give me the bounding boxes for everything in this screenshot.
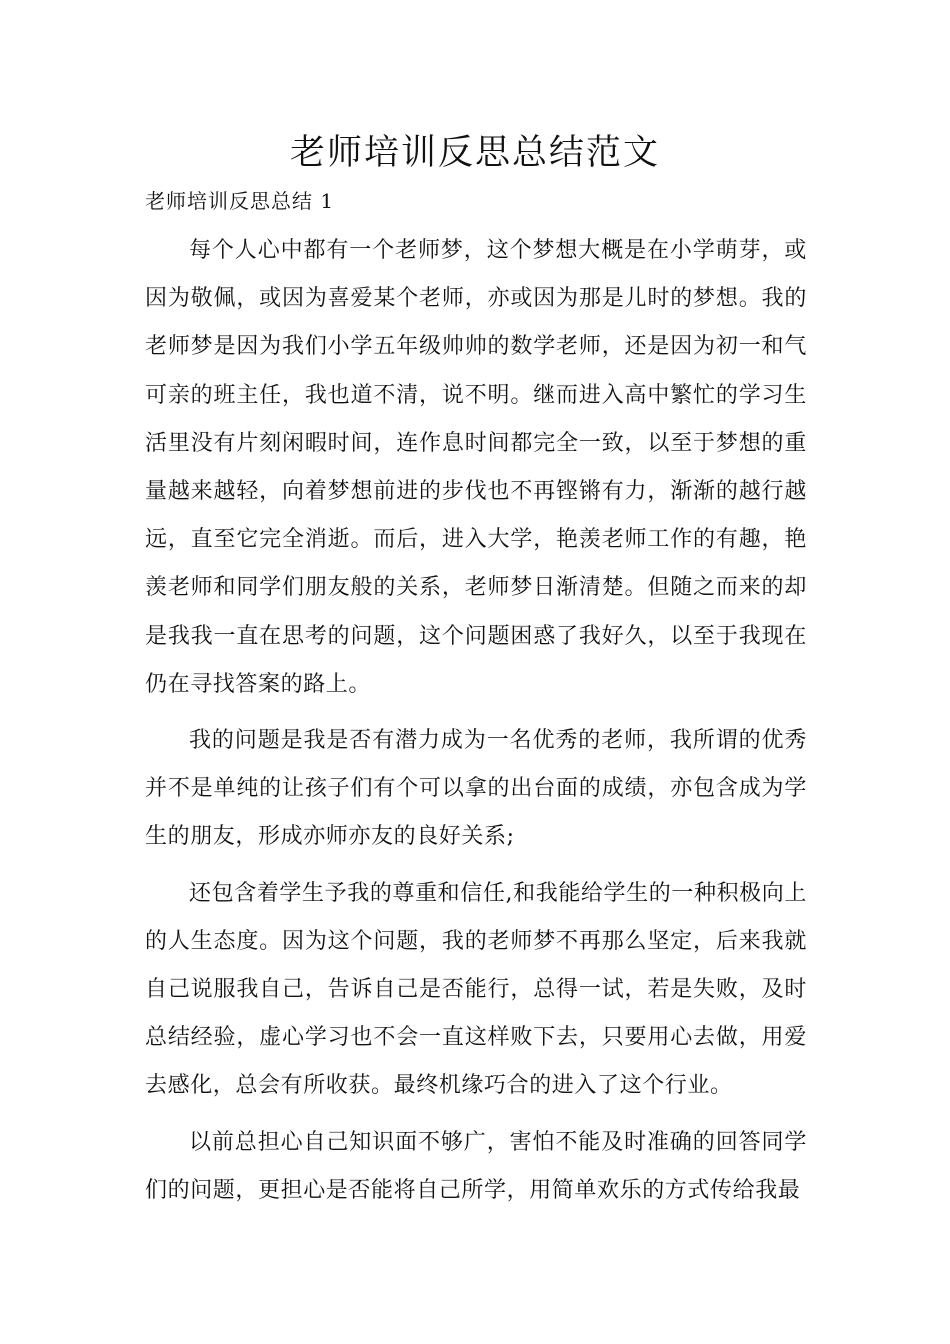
- paragraph-4: 以前总担心自己知识面不够广，害怕不能及时准确的回答同学们的问题，更担心是否能将自己所学，用简单欢乐的方式传给我最: [145, 1129, 807, 1203]
- section-heading: 老师培训反思总结 1: [145, 189, 335, 213]
- document-title: 老师培训反思总结范文: [289, 133, 660, 173]
- paragraph-1: 每个人心中都有一个老师梦，这个梦想大概是在小学萌芽，或因为敬佩，或因为喜爱某个老师，亦或因为那是儿时的梦想。我的老师梦是因为我们小学五年级帅帅的数学老师，还是因为初一和气可亲的班主任，我也道不清，说不明。继而进入高中繁忙的学习生活里没有片刻闲暇时间，连作息时间都完全一致，以至于梦想的重量越来越轻，向着梦想前进的步伐也不再铿锵有力，渐渐的越行越远，直至它完全消逝。而后，进入大学，艳羡老师工作的有趣，艳羡老师和同学们朋友般的关系，老师梦日渐清楚。但随之而来的却是我我一直在思考的问题，这个问题困惑了我好久，以至于我现在仍在寻找答案的路上。: [145, 238, 807, 697]
- paragraph-3: 还包含着学生予我的尊重和信任,和我能给学生的一种积极向上的人生态度。因为这个问题，我的老师梦不再那么坚定，后来我就自己说服我自己，告诉自己是否能行，总得一试，若是失败，及时总结经验，虚心学习也不会一直这样败下去，只要用心去做，用爱去感化，总会有所收获。最终机缘巧合的进入了这个行业。: [145, 880, 807, 1099]
- body-text: [145, 227, 807, 1223]
- paragraph-2: 我的问题是我是否有潜力成为一名优秀的老师，我所谓的优秀并不是单纯的让孩子们有个可以拿的出台面的成绩，亦包含成为学生的朋友，形成亦师亦友的良好关系;: [145, 728, 807, 850]
